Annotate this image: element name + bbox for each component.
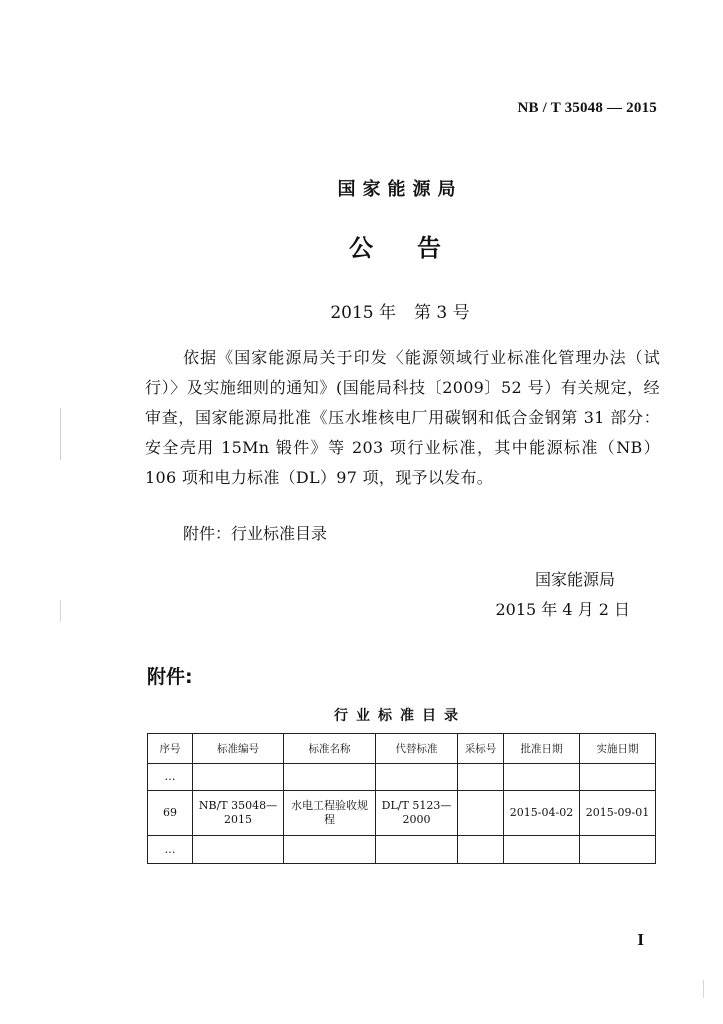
document-number <box>0 298 723 323</box>
column-header: 采标号 <box>458 734 504 764</box>
table-cell <box>284 764 376 791</box>
signature-organization: 国家能源局 <box>534 570 615 589</box>
column-header: 实施日期 <box>580 734 656 764</box>
document-type-char-1: 公 <box>349 234 373 262</box>
table-cell: DL/T 5123—2000 <box>376 791 458 836</box>
table-row <box>148 791 656 836</box>
scan-mark <box>60 600 61 622</box>
attachment-heading: 附件: <box>147 666 193 688</box>
table-cell <box>376 764 458 791</box>
table-cell <box>458 836 504 864</box>
table-cell: 2015-09-01 <box>580 791 656 836</box>
table-cell <box>504 836 580 864</box>
table-header-row <box>148 734 656 764</box>
table-cell: 69 <box>148 791 193 836</box>
document-type-char-2: 告 <box>417 234 441 262</box>
table-cell <box>580 836 656 864</box>
table-cell: 2015-04-02 <box>504 791 580 836</box>
table-cell <box>193 764 284 791</box>
announcement-body: 依据《国家能源局关于印发〈能源领域行业标准化管理办法（试行）〉及实施细则的通知》(国能局科技〔2009〕52 号）有关规定，经审查，国家能源局批准《压水堆核电厂用碳钢和低合金钢第 31 部分：安全壳用 15Mn 锻件》等 203 项行业标准，其中能源标准（NB）106 项和电力标准（DL）97 项，现予以发布。 <box>145 348 660 487</box>
scan-mark <box>703 980 704 998</box>
table-row <box>148 764 656 791</box>
column-header: 序号 <box>148 734 193 764</box>
table-cell <box>504 764 580 791</box>
table-row <box>148 836 656 864</box>
column-header: 标准名称 <box>284 734 376 764</box>
document-year: 2015 年 <box>330 303 397 323</box>
signature-date: 2015 年 4 月 2 日 <box>495 600 630 619</box>
standard-code: NB / T 35048 — 2015 <box>517 100 657 116</box>
document-type <box>0 228 723 263</box>
table-title: 行业标准目录 <box>334 708 466 724</box>
table-cell <box>458 764 504 791</box>
table-cell <box>193 836 284 864</box>
table-cell: 水电工程验收规程 <box>284 791 376 836</box>
table-cell: … <box>148 764 193 791</box>
table-cell <box>376 836 458 864</box>
column-header: 标准编号 <box>193 734 284 764</box>
column-header: 代替标准 <box>376 734 458 764</box>
document-issue-number: 第 3 号 <box>414 303 470 323</box>
table-cell: NB/T 35048—2015 <box>193 791 284 836</box>
table-cell <box>458 791 504 836</box>
attachment-reference: 附件：行业标准目录 <box>183 524 328 543</box>
column-header: 批准日期 <box>504 734 580 764</box>
table-cell: … <box>148 836 193 864</box>
page-number: I <box>637 930 644 949</box>
scan-mark <box>60 408 61 460</box>
table-cell <box>580 764 656 791</box>
standards-catalog-table <box>147 733 656 864</box>
issuer-title: 国家能源局 <box>337 179 463 200</box>
table-cell <box>284 836 376 864</box>
